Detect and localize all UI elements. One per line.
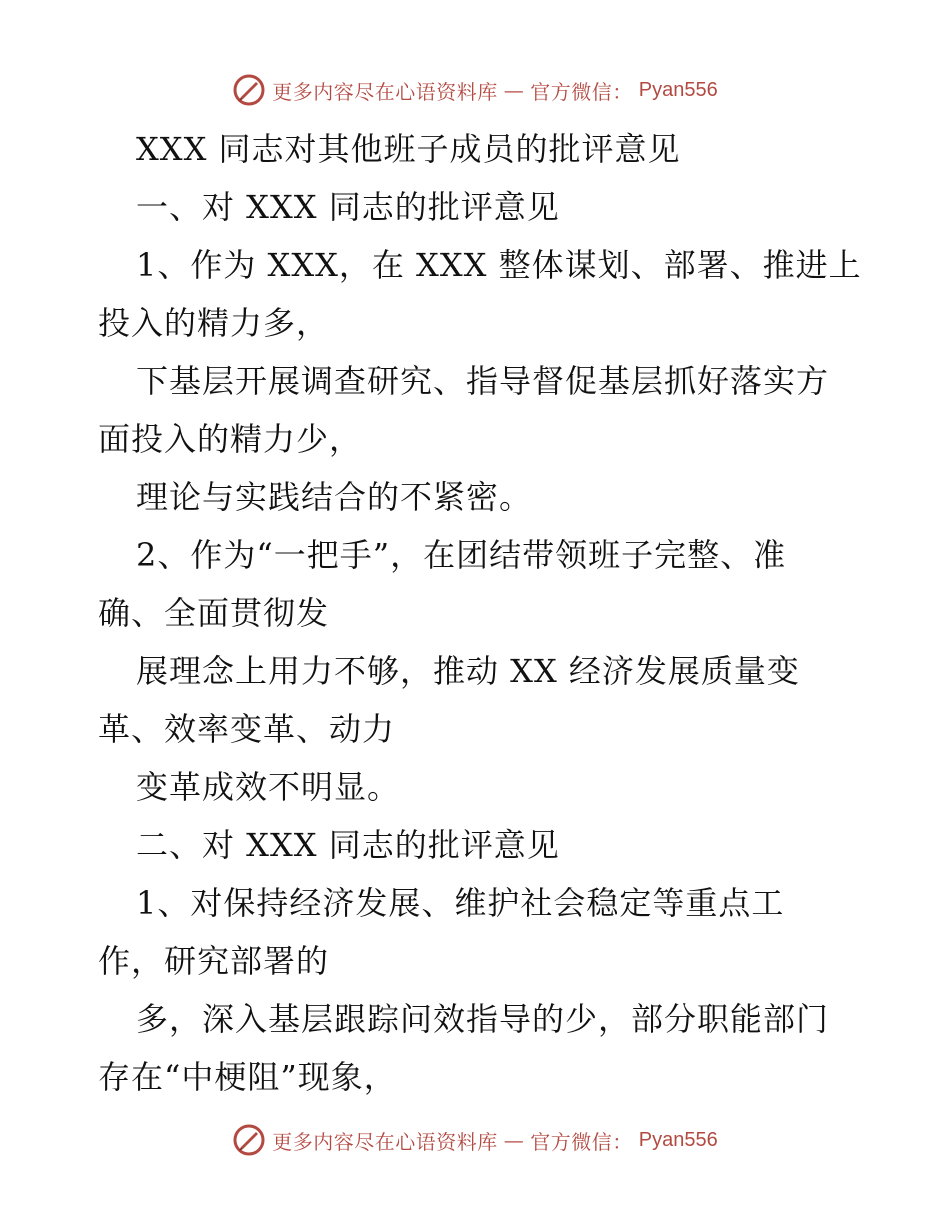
header-banner — [0, 70, 950, 110]
paragraph-line: 多，深入基层跟踪问效指导的少，部分职能部门 — [136, 1000, 830, 1038]
document-body — [98, 120, 862, 1106]
paragraph-line: 存在“中梗阻”现象， — [98, 1058, 397, 1096]
paragraph-line: 确、全面贯彻发 — [98, 594, 330, 632]
section-heading-1: 一、对 XXX 同志的批评意见 — [136, 188, 560, 226]
section-heading-2: 二、对 XXX 同志的批评意见 — [136, 826, 560, 864]
paragraph-line: 1、对保持经济发展、维护社会稳定等重点工 — [136, 884, 785, 922]
paragraph-line: 投入的精力多， — [98, 304, 330, 342]
document-title: XXX 同志对其他班子成员的批评意见 — [136, 130, 681, 168]
banner-separator: — — [503, 1128, 525, 1152]
paragraph-line: 1、作为 XXX，在 XXX 整体谋划、部署、推进上 — [136, 246, 862, 284]
banner-wechat-label: 官方微信： — [530, 1129, 633, 1154]
paragraph-line: 2、作为“一把手”，在团结带领班子完整、准 — [136, 536, 787, 574]
banner-main-text: 更多内容尽在心语资料库 — [272, 79, 498, 104]
footer-banner — [0, 1120, 950, 1160]
paragraph-line: 作，研究部署的 — [98, 942, 330, 980]
banner-wechat-id: Pyan556 — [638, 78, 718, 101]
feather-pen-seal-icon — [232, 1123, 266, 1157]
feather-pen-seal-icon — [232, 73, 266, 107]
paragraph-line: 面投入的精力少， — [98, 420, 363, 458]
banner-wechat-label: 官方微信： — [530, 79, 633, 104]
banner-wechat-id: Pyan556 — [638, 1128, 718, 1151]
paragraph-line: 下基层开展调查研究、指导督促基层抓好落实方 — [136, 362, 830, 400]
paragraph-line: 革、效率变革、动力 — [98, 710, 396, 748]
paragraph-line: 展理念上用力不够，推动 XX 经济发展质量变 — [136, 652, 800, 690]
paragraph-line: 变革成效不明显。 — [136, 768, 401, 806]
banner-main-text: 更多内容尽在心语资料库 — [272, 1129, 498, 1154]
paragraph-line: 理论与实践结合的不紧密。 — [136, 478, 533, 516]
banner-separator: — — [503, 78, 525, 102]
